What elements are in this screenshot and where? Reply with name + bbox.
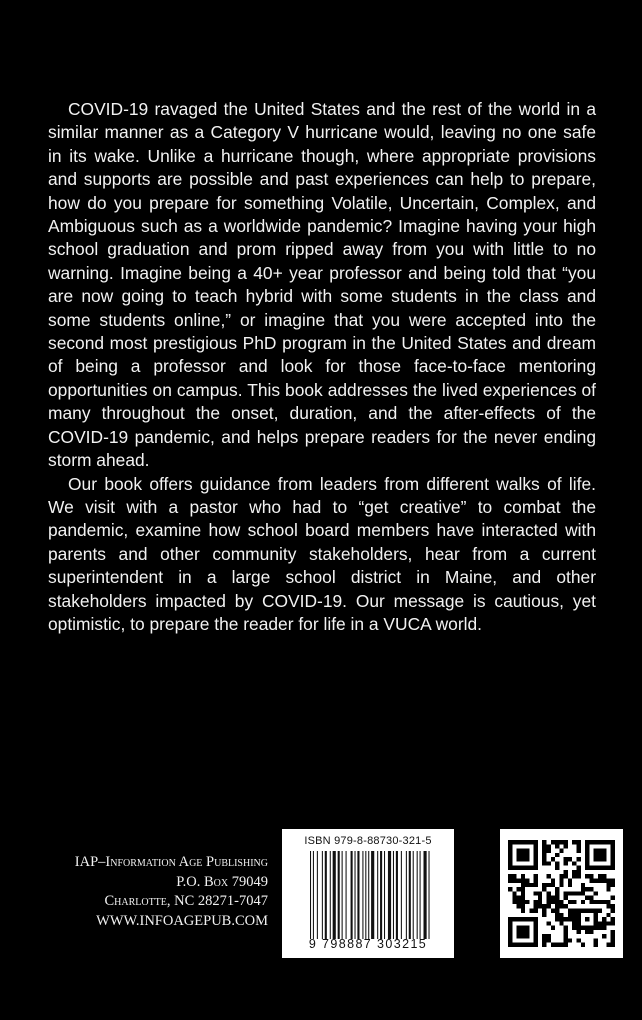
publisher-name: IAP–Information Age Publishing — [74, 854, 268, 870]
blurb-paragraph-1: COVID-19 ravaged the United States and the rest of the world in a similar manner as a Category V hurricane would, leaving no one safe in its wake. Unlike a hurricane though, where appropriate provisions and supports are possible and past experiences can help to prepare, how do you prepare for something Volatile, Uncertain, Complex, and Ambiguous such as a worldwide pandemic? Imagine having your high school graduation and prom ripped away from you with little to no warning. Imagine being a 40+ year professor and being told that “you are now going to teach hybrid with some students in the class and some students online,” or imagine that you were accepted into the second most prestigious PhD program in the United States and dream of being a professor and look for those face-to-face mentoring opportunities on campus. This book addresses the lived experiences of many throughout the onset, duration, and the after-effects of the COVID-19 pandemic, and helps prepare readers for the never ending storm ahead. — [48, 99, 596, 471]
qr-code-graphic — [508, 840, 615, 947]
back-cover-blurb — [48, 98, 596, 636]
publisher-city: Charlotte, NC 28271-7047 — [104, 893, 268, 909]
isbn-label: ISBN 979-8-88730-321-5 — [304, 835, 432, 847]
isbn-barcode — [282, 829, 454, 958]
barcode-bars — [310, 851, 446, 939]
blurb-paragraph-2: Our book offers guidance from leaders from different walks of life. We visit with a pastor who had to “get creative” to combat the pandemic, examine how school board members have interacted with parents and other community stakeholders, hear from a current superintendent in a large school district in Maine, and other stakeholders impacted by COVID-19. Our message is cautious, yet optimistic, to prepare the reader for life in a VUCA world. — [48, 473, 596, 634]
barcode-number: 9 798887 303215 — [308, 937, 428, 951]
qr-code — [500, 829, 623, 958]
publisher-po-box: P.O. Box 79049 — [176, 873, 268, 890]
publisher-info — [75, 853, 268, 931]
publisher-website: WWW.INFOAGEPUB.COM — [96, 912, 268, 929]
